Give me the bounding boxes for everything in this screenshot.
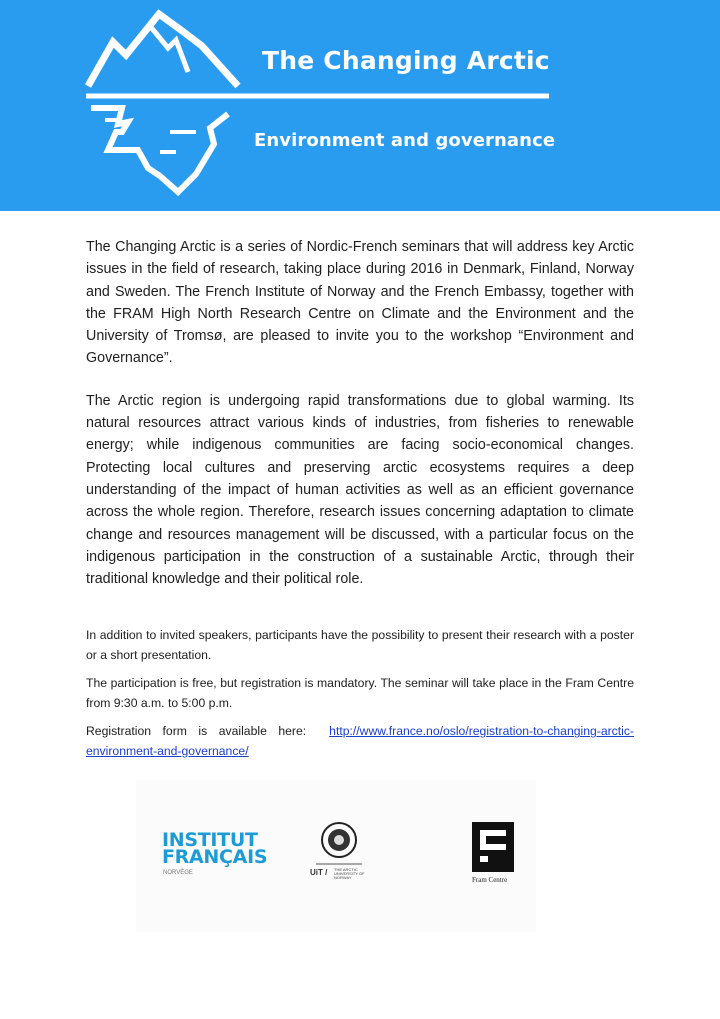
institut-francais-subtitle: NORVÈGE <box>163 870 193 876</box>
iceberg-icon <box>0 0 720 211</box>
speakers-paragraph: In addition to invited speakers, participants have the possibility to present their research with a poster or a short presentation. <box>86 628 634 662</box>
document-body <box>86 236 634 770</box>
institut-francais-logo: INSTITUT FRANÇAIS <box>162 829 268 868</box>
context-paragraph: The Arctic region is undergoing rapid transformations due to global warming. Its natural resources attract various kinds of industries, from fisheries to renewable energy; while indigenous communities are facing socio-economical changes. Protecting local cultures and preserving arctic ecosystems requires a deep understanding of the impact of human activities as well as an efficient governance across the whole region. Therefore, research issues concerning adaptation to climate change and resources management will be discussed, with a particular focus on the indigenous participation in the construction of a sustainable Arctic, through their traditional knowledge and their political role. <box>86 392 634 588</box>
registration-label: Registration form is available here: <box>86 724 307 739</box>
registration-link[interactable]: http://www.france.no/oslo/registration-to-changing-arctic-environment-and-governance/ <box>86 724 634 758</box>
header-banner <box>0 0 720 211</box>
intro-paragraph: The Changing Arctic is a series of Nordic-French seminars that will address key Arctic issues in the field of research, taking place during 2016 in Denmark, Finland, Norway and Sweden. The French Institute of Norway and the French Embassy, together with the FRAM High North Research Centre on Climate and the Environment and the University of Tromsø, are pleased to invite you to the workshop “Environment and Governance”. <box>86 239 634 367</box>
registration-paragraph <box>86 722 634 761</box>
fram-centre-text: Fram Centre <box>472 876 508 884</box>
uit-logo-text: UiT / <box>310 868 328 877</box>
participation-paragraph: The participation is free, but registration is mandatory. The seminar will take place in the Fram Centre from 9:30 a.m. to 5:00 p.m. <box>86 676 634 710</box>
banner-title: The Changing Arctic <box>262 46 550 75</box>
uit-logo-small: THE ARCTIC UNIVERSITY OF NORWAY <box>334 867 365 880</box>
fram-centre-logo-icon <box>472 822 514 872</box>
banner-subtitle: Environment and governance <box>254 130 556 151</box>
partner-logos <box>136 780 536 932</box>
